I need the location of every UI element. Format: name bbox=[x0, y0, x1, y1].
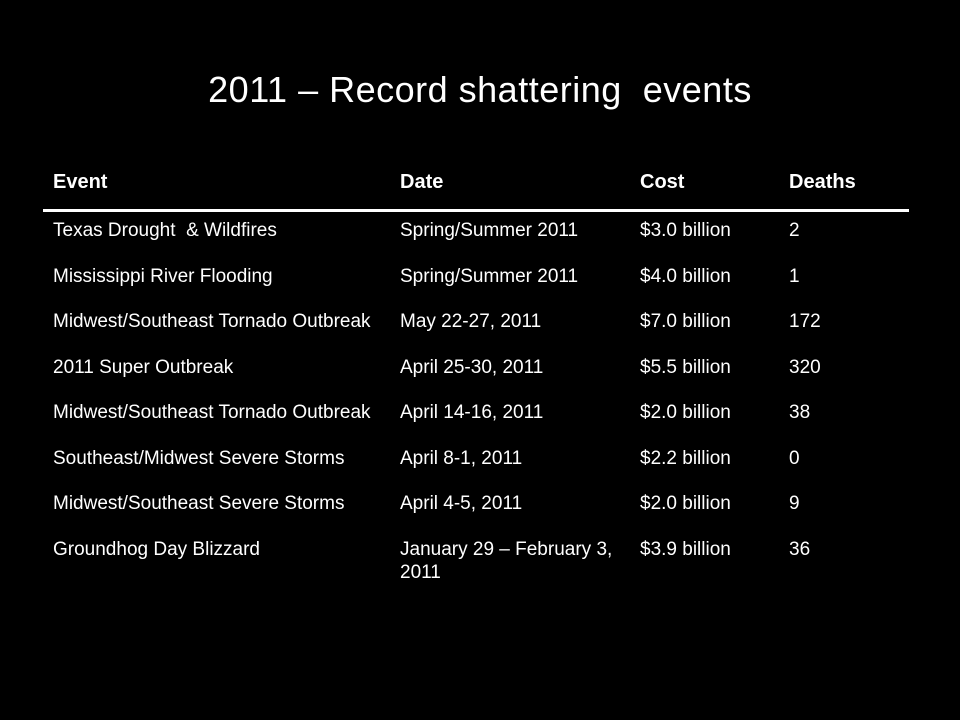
cell-deaths: 2 bbox=[789, 220, 800, 241]
cell-event: Mississippi River Flooding bbox=[53, 265, 273, 287]
table-body bbox=[43, 219, 909, 584]
table-row bbox=[43, 219, 909, 265]
header-cell-date: Date bbox=[400, 171, 444, 193]
cell-date: January 29 – February 3, 2011 bbox=[400, 538, 618, 583]
cell-cost: $2.0 billion bbox=[640, 493, 731, 514]
header-cell-deaths: Deaths bbox=[789, 171, 856, 193]
slide-title: 2011 – Record shattering events bbox=[208, 69, 752, 110]
header-cell-event: Event bbox=[53, 171, 108, 193]
cell-event: Texas Drought & Wildfires bbox=[53, 220, 277, 241]
cell-date: April 25-30, 2011 bbox=[400, 356, 544, 378]
cell-deaths: 320 bbox=[789, 356, 821, 378]
cell-event: 2011 Super Outbreak bbox=[53, 356, 234, 378]
cell-cost: $3.0 billion bbox=[640, 220, 731, 241]
table-header bbox=[43, 171, 909, 194]
table-row bbox=[43, 310, 909, 356]
cell-deaths: 9 bbox=[789, 493, 800, 514]
cell-date: Spring/Summer 2011 bbox=[400, 220, 579, 241]
cell-event: Southeast/Midwest Severe Storms bbox=[53, 447, 345, 469]
cell-date: April 4-5, 2011 bbox=[400, 493, 523, 514]
table-row bbox=[43, 492, 909, 538]
cell-date: April 8-1, 2011 bbox=[400, 447, 523, 469]
table-row bbox=[43, 356, 909, 402]
header-cell-cost: Cost bbox=[640, 171, 685, 193]
cell-cost: $2.0 billion bbox=[640, 402, 731, 423]
cell-date: Spring/Summer 2011 bbox=[400, 265, 579, 287]
cell-deaths: 1 bbox=[789, 265, 800, 287]
cell-event: Midwest/Southeast Severe Storms bbox=[53, 493, 345, 514]
cell-cost: $7.0 billion bbox=[640, 311, 731, 332]
events-table bbox=[43, 171, 909, 584]
cell-cost: $3.9 billion bbox=[640, 538, 731, 560]
table-row bbox=[43, 447, 909, 493]
cell-date: May 22-27, 2011 bbox=[400, 311, 542, 332]
cell-deaths: 172 bbox=[789, 311, 821, 332]
cell-deaths: 38 bbox=[789, 402, 811, 423]
header-divider bbox=[43, 209, 909, 212]
cell-cost: $4.0 billion bbox=[640, 265, 731, 287]
cell-deaths: 0 bbox=[789, 447, 800, 469]
cell-event: Midwest/Southeast Tornado Outbreak bbox=[53, 402, 371, 423]
cell-deaths: 36 bbox=[789, 538, 811, 560]
table-row bbox=[43, 538, 909, 584]
table-row bbox=[43, 401, 909, 447]
table-row bbox=[43, 265, 909, 311]
cell-cost: $5.5 billion bbox=[640, 356, 731, 378]
cell-event: Groundhog Day Blizzard bbox=[53, 538, 260, 560]
cell-cost: $2.2 billion bbox=[640, 447, 731, 469]
cell-date: April 14-16, 2011 bbox=[400, 402, 544, 423]
cell-event: Midwest/Southeast Tornado Outbreak bbox=[53, 311, 371, 332]
